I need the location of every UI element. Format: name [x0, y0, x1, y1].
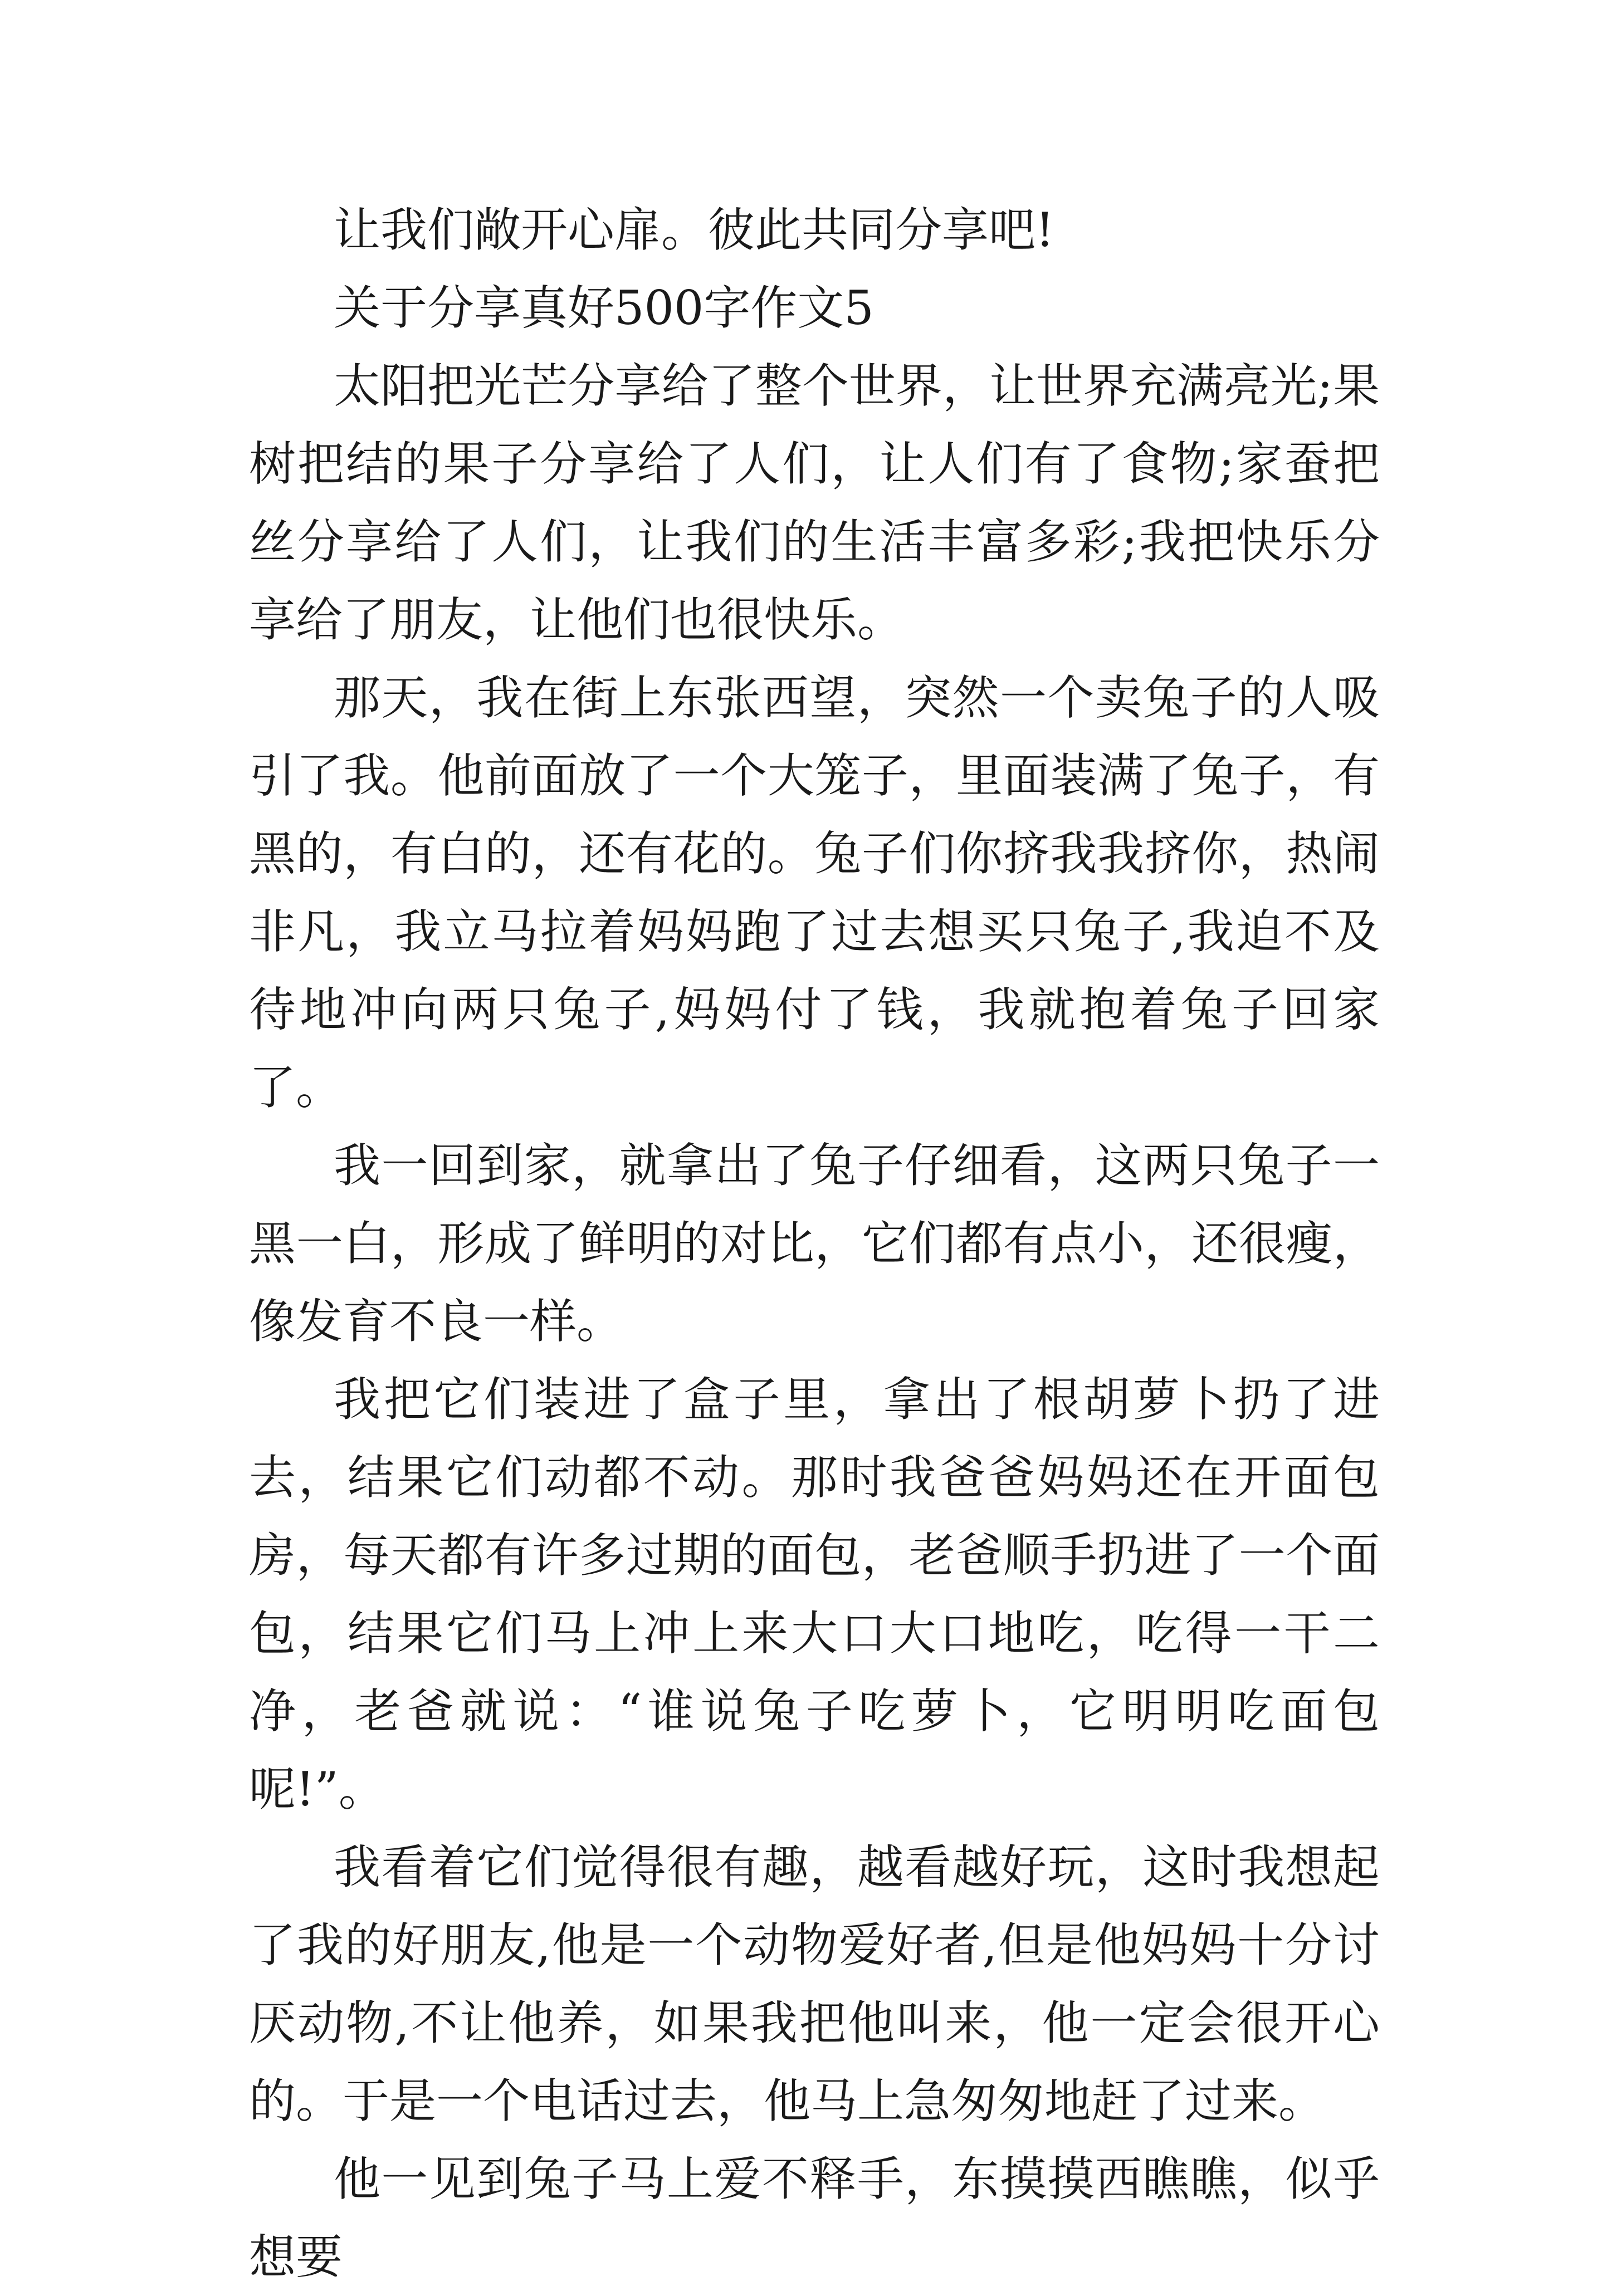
paragraph-feeding-rabbits: 我把它们装进了盒子里，拿出了根胡萝卜扔了进去，结果它们动都不动。那时我爸爸妈妈还在开面包房，每天都有许多过期的面包，老爸顺手扔进了一个面包，结果它们马上冲上来大口大口地吃，吃得一干二净，老爸就说：“谁说兔子吃萝卜，它明明吃面包呢!”。 [249, 1372, 1380, 1817]
paragraph-friend-arrives: 他一见到兔子马上爱不释手，东摸摸西瞧瞧，似乎想要 [249, 2152, 1380, 2284]
paragraph-buying-rabbits: 那天，我在街上东张西望，突然一个卖兔子的人吸引了我。他前面放了一个大笼子，里面装满了兔子，有黑的，有白的，还有花的。兔子们你挤我我挤你，热闹非凡，我立马拉着妈妈跑了过去想买只兔子,我迫不及待地冲向两只兔子,妈妈付了钱，我就抱着兔子回家了。 [249, 670, 1380, 1115]
paragraph-closing-line: 让我们敞开心扉。彼此共同分享吧! [334, 203, 1054, 257]
paragraph-looking-at-rabbits: 我一回到家，就拿出了兔子仔细看，这两只兔子一黑一白，形成了鲜明的对比，它们都有点小，还很瘦，像发育不良一样。 [249, 1138, 1380, 1349]
essay-title: 关于分享真好500字作文5 [334, 281, 874, 335]
paragraph-intro: 太阳把光芒分享给了整个世界，让世界充满亮光;果树把结的果子分享给了人们，让人们有了食物;家蚕把丝分享给了人们，让我们的生活丰富多彩;我把快乐分享给了朋友，让他们也很快乐。 [249, 359, 1380, 647]
essay-body [249, 191, 1380, 2296]
paragraph-calling-friend: 我看着它们觉得很有趣，越看越好玩，这时我想起了我的好朋友,他是一个动物爱好者,但是他妈妈十分讨厌动物,不让他养，如果我把他叫来，他一定会很开心的。于是一个电话过去，他马上急匆匆地赶了过来。 [249, 1840, 1380, 2128]
